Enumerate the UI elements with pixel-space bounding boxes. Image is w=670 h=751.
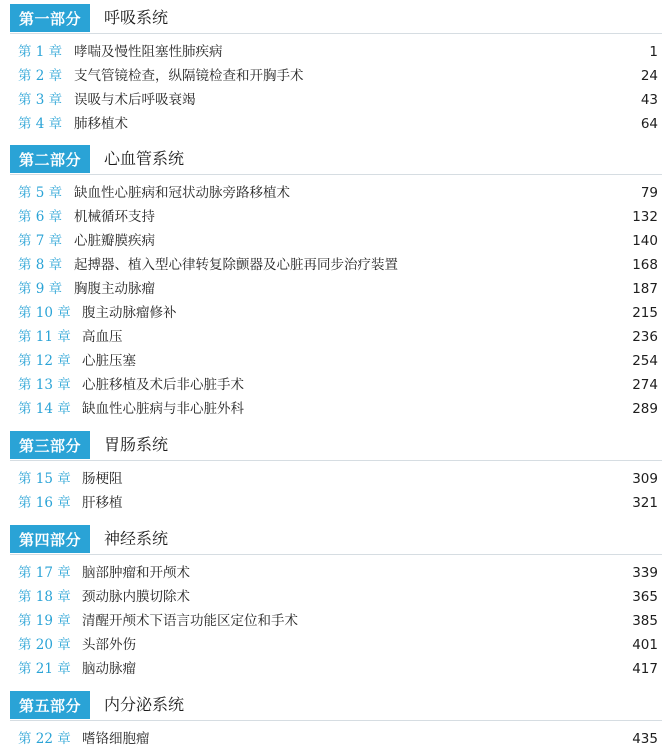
chapter-number: 第 13 章: [18, 377, 71, 393]
part-header: [0, 145, 670, 173]
chapter-title: 高血压: [82, 329, 123, 345]
chapter-page: 339: [632, 565, 658, 581]
chapter-page: 64: [640, 116, 658, 132]
chapter-page: 417: [632, 661, 658, 677]
chapter-list: [0, 181, 670, 421]
chapter-row[interactable]: [0, 633, 670, 657]
chapter-page: 236: [632, 329, 658, 345]
part-divider: [10, 460, 662, 461]
chapter-page: 187: [632, 281, 658, 297]
chapter-row[interactable]: [0, 40, 670, 64]
chapter-row[interactable]: [0, 229, 670, 253]
chapter-page: 274: [632, 377, 658, 393]
chapter-title: 脑部肿瘤和开颅术: [82, 565, 190, 581]
chapter-title: 头部外伤: [82, 637, 136, 653]
part-badge: 第二部分: [10, 145, 90, 173]
chapter-number: 第 6 章: [18, 209, 63, 225]
part-divider: [10, 554, 662, 555]
chapter-page: 140: [632, 233, 658, 249]
chapter-number: 第 19 章: [18, 613, 71, 629]
chapter-number: 第 22 章: [18, 731, 71, 747]
part-badge: 第五部分: [10, 691, 90, 719]
chapter-row[interactable]: [0, 181, 670, 205]
chapter-row[interactable]: [0, 325, 670, 349]
chapter-list: [0, 561, 670, 681]
chapter-page: 79: [640, 185, 658, 201]
chapter-title: 起搏器、植入型心律转复除颤器及心脏再同步治疗装置: [74, 257, 398, 273]
chapter-row[interactable]: [0, 727, 670, 751]
chapter-page: 289: [632, 401, 658, 417]
chapter-page: 309: [632, 471, 658, 487]
chapter-row[interactable]: [0, 609, 670, 633]
chapter-title: 肝移植: [82, 495, 123, 511]
chapter-page: 321: [632, 495, 658, 511]
chapter-page: 215: [632, 305, 658, 321]
chapter-number: 第 11 章: [18, 329, 71, 345]
chapter-title: 清醒开颅术下语言功能区定位和手术: [82, 613, 298, 629]
part-header: [0, 691, 670, 719]
chapter-title: 机械循环支持: [74, 209, 155, 225]
chapter-row[interactable]: [0, 349, 670, 373]
part-divider: [10, 720, 662, 721]
chapter-page: 43: [640, 92, 658, 108]
chapter-row[interactable]: [0, 112, 670, 136]
chapter-title: 肠梗阻: [82, 471, 123, 487]
part-neurology: [0, 525, 670, 677]
chapter-number: 第 14 章: [18, 401, 71, 417]
chapter-number: 第 1 章: [18, 44, 63, 60]
chapter-number: 第 18 章: [18, 589, 71, 605]
chapter-number: 第 20 章: [18, 637, 71, 653]
chapter-list: [0, 40, 670, 136]
chapter-number: 第 12 章: [18, 353, 71, 369]
chapter-page: 1: [649, 44, 658, 60]
part-header: [0, 431, 670, 459]
chapter-number: 第 16 章: [18, 495, 71, 511]
part-title: 心血管系统: [104, 149, 185, 168]
chapter-number: 第 21 章: [18, 661, 71, 677]
chapter-title: 胸腹主动脉瘤: [74, 281, 155, 297]
chapter-number: 第 10 章: [18, 305, 71, 321]
chapter-title: 肺移植术: [74, 116, 128, 132]
chapter-row[interactable]: [0, 467, 670, 491]
chapter-row[interactable]: [0, 373, 670, 397]
part-badge: 第三部分: [10, 431, 90, 459]
chapter-page: 385: [632, 613, 658, 629]
chapter-page: 435: [632, 731, 658, 747]
chapter-row[interactable]: [0, 585, 670, 609]
chapter-page: 254: [632, 353, 658, 369]
chapter-page: 168: [632, 257, 658, 273]
chapter-row[interactable]: [0, 205, 670, 229]
chapter-number: 第 15 章: [18, 471, 71, 487]
chapter-title: 颈动脉内膜切除术: [82, 589, 190, 605]
chapter-number: 第 5 章: [18, 185, 63, 201]
chapter-number: 第 4 章: [18, 116, 63, 132]
part-divider: [10, 174, 662, 175]
chapter-title: 误吸与术后呼吸衰竭: [74, 92, 196, 108]
chapter-title: 心脏压塞: [82, 353, 136, 369]
part-cardiovascular: [0, 145, 670, 417]
chapter-title: 嗜铬细胞瘤: [82, 731, 150, 747]
part-respiratory: [0, 4, 670, 132]
part-endocrine: [0, 691, 670, 747]
chapter-row[interactable]: [0, 301, 670, 325]
chapter-title: 心脏移植及术后非心脏手术: [82, 377, 244, 393]
chapter-page: 365: [632, 589, 658, 605]
chapter-title: 腹主动脉瘤修补: [82, 305, 177, 321]
part-header: [0, 525, 670, 553]
chapter-row[interactable]: [0, 491, 670, 515]
chapter-row[interactable]: [0, 88, 670, 112]
part-header: [0, 4, 670, 32]
chapter-row[interactable]: [0, 397, 670, 421]
chapter-number: 第 17 章: [18, 565, 71, 581]
chapter-number: 第 9 章: [18, 281, 63, 297]
chapter-number: 第 8 章: [18, 257, 63, 273]
part-title: 胃肠系统: [104, 435, 169, 454]
chapter-list: [0, 727, 670, 751]
part-title: 神经系统: [104, 529, 169, 548]
chapter-number: 第 3 章: [18, 92, 63, 108]
chapter-row[interactable]: [0, 561, 670, 585]
chapter-page: 24: [640, 68, 658, 84]
chapter-title: 缺血性心脏病和冠状动脉旁路移植术: [74, 185, 290, 201]
chapter-number: 第 7 章: [18, 233, 63, 249]
part-divider: [10, 33, 662, 34]
chapter-row[interactable]: [0, 657, 670, 681]
chapter-title: 心脏瓣膜疾病: [74, 233, 155, 249]
chapter-row[interactable]: [0, 277, 670, 301]
part-badge: 第四部分: [10, 525, 90, 553]
chapter-page: 132: [632, 209, 658, 225]
chapter-row[interactable]: [0, 64, 670, 88]
part-gastrointestinal: [0, 431, 670, 511]
part-title: 内分泌系统: [104, 695, 185, 714]
chapter-title: 支气管镜检查，纵隔镜检查和开胸手术: [74, 68, 304, 84]
chapter-title: 缺血性心脏病与非心脏外科: [82, 401, 244, 417]
part-badge: 第一部分: [10, 4, 90, 32]
chapter-row[interactable]: [0, 253, 670, 277]
chapter-list: [0, 467, 670, 515]
chapter-title: 哮喘及慢性阻塞性肺疾病: [74, 44, 223, 60]
part-title: 呼吸系统: [104, 8, 169, 27]
chapter-title: 脑动脉瘤: [82, 661, 136, 677]
chapter-number: 第 2 章: [18, 68, 63, 84]
chapter-page: 401: [632, 637, 658, 653]
